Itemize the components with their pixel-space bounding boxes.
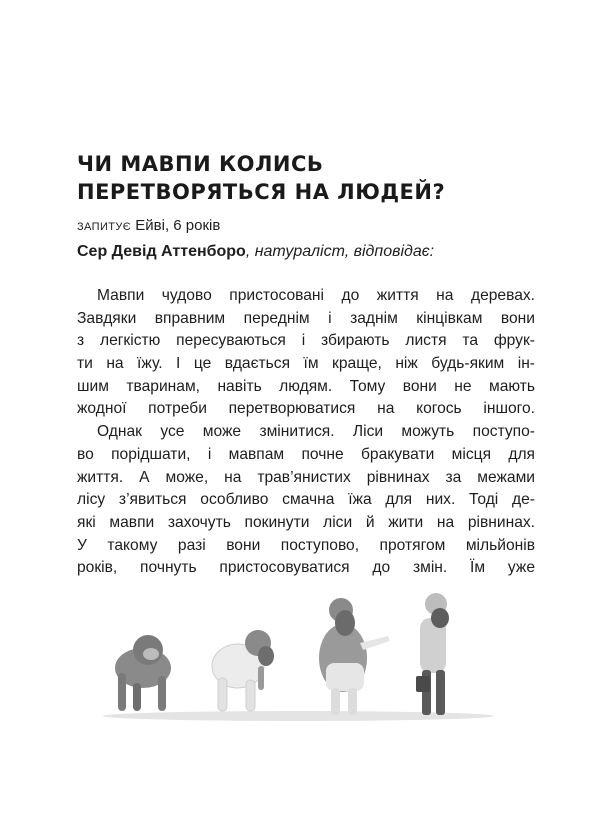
answerer-line	[77, 241, 434, 263]
chapter-title	[77, 150, 537, 206]
body-line: У такому разі вони поступово, протягом мільйонів	[77, 536, 535, 554]
body-line: во порідшати, і мавпам почне бракувати місця для	[77, 445, 535, 463]
body-line: які мавпи захочуть покинути ліси й жити на рівнинах.	[77, 513, 535, 531]
body-line: лісу з’явиться особливо смачна їжа для них. Тоді де-	[77, 491, 535, 509]
chapter-title-line-2: ПЕРЕТВОРЯТЬСЯ НА ЛЮДЕЙ?	[77, 180, 446, 204]
body-line: років, почнуть пристосовуватися до змін. Їм уже	[77, 559, 535, 577]
body-line: життя. А може, на трав’янистих рівнинах за межами	[77, 468, 535, 486]
body-line: Мавпи чудово пристосовані до життя на деревах.	[97, 287, 535, 304]
asker-name-age: Ейві, 6 років	[131, 217, 221, 234]
modern-human-figure	[416, 593, 449, 715]
caveman-figure	[319, 598, 390, 715]
asker-prefix: ЗАПИТУЄ	[77, 221, 132, 233]
body-line: з легкістю пересуваються і збирають листя та фрук-	[77, 332, 535, 350]
body-line: шим тваринам, навіть людям. Тому вони не мають	[77, 377, 535, 395]
body-line: жодної потреби перетворюватися на когось іншого.	[77, 400, 535, 418]
early-hominid-figure	[212, 630, 274, 711]
briefcase-icon	[416, 676, 430, 692]
body-line: Однак усе може змінитися. Ліси можуть поступо-	[97, 423, 535, 441]
ground-shadow	[103, 711, 493, 721]
ape-to-human-evolution-illustration	[98, 588, 498, 723]
chimpanzee-figure	[115, 635, 171, 711]
asker-line	[77, 216, 220, 237]
chapter-title-line-1: ЧИ МАВПИ КОЛИСЬ	[77, 152, 324, 176]
body-text	[77, 285, 535, 580]
answerer-name: Сер Девід Аттенборо	[77, 243, 246, 260]
body-line: ти на їжу. І це вдається їм краще, ніж будь-яким ін-	[77, 355, 535, 373]
answerer-role: , натураліст, відповідає:	[245, 243, 435, 260]
body-line: Завдяки вправним переднім і заднім кінцівкам вони	[77, 309, 535, 327]
